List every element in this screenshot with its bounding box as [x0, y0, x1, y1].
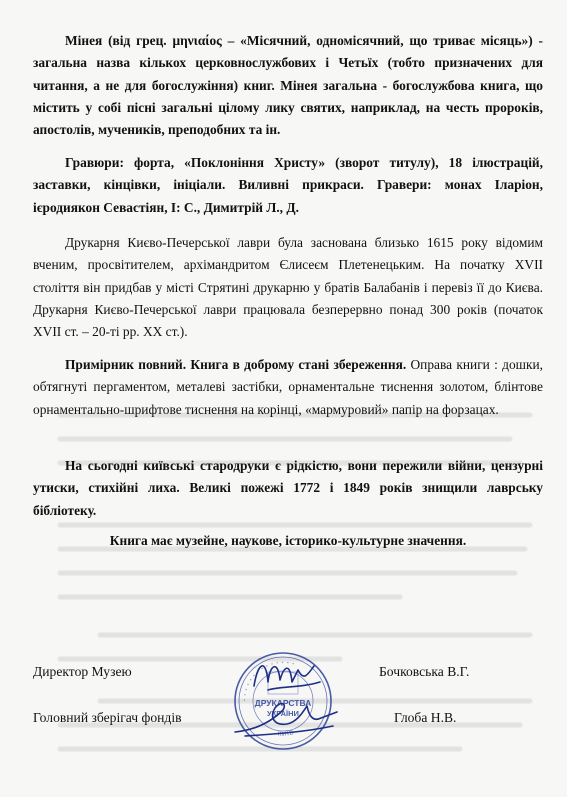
- rarity-statement: На сьогодні київські стародруки є рідкістю, вони пережили війни, цензурні утиски, стихійні лиха. Великі пожежі 1772 і 1849 років знищили лаврську бібліотеку.: [33, 458, 543, 518]
- minea-definition: Мінея (від грец. μηνιαίος – «Місячний, одномісячний, що триває місяць») - загальна назва кількох церковнослужбових і Четьїх (тобто призначених для читання, а не для богослужіння) книг. Мінея загальна - богослужбова книга, що містить у собі пісні загальні цілому лику святих, наприклад, на честь пророків, апостолів, мучеників, преподобних та ін.: [33, 33, 543, 138]
- director-name: Бочковська В.Г.: [379, 664, 470, 679]
- director-title: Директор Музею: [33, 664, 132, 679]
- engravings-description: Гравюри: форта, «Поклоніння Христу» (зворот титулу), 18 ілюстрацій, заставки, кінцівки, ініціали. Виливні прикраси. Гравери: монах Іларіон, ієродиякон Севастіян, І: С., Димитрій Л., Д.: [33, 155, 543, 215]
- svg-text:• • • • • • • • • • • • • •: • • • • • • • • • • • • • •: [241, 659, 296, 702]
- copy-condition-bold: Примірник повний. Книга в доброму стані збереження.: [65, 357, 407, 372]
- keeper-name: Глоба Н.В.: [394, 710, 457, 725]
- stamp-line-1: ДРУКАРСТВА: [254, 698, 312, 708]
- stamp-city: КИЇВ: [277, 729, 296, 738]
- binding-description: Оправа книги : дошки, обтягнуті пергаментом, металеві застібки, орнаментальне тиснення золотом, блінтове орнаментально-шрифтове тиснення на корінці, «мармуровий» папір на форзацах.: [33, 357, 544, 417]
- museum-stamp: [232, 650, 334, 752]
- printing-house-history: Друкарня Києво-Печерської лаври була заснована близько 1615 року відомим вченим, просвітителем, архімандритом Єлисеєм Плетенецьким. На початку XVII століття він придбав у місті Стрятині друкарню у братів Балабанів і перевіз її до Києва. Друкарня Києво-Печерської лаври працювала безперервно понад 300 років (початок XVII ст. – 20-ті рр. XX ст.).: [33, 235, 543, 340]
- significance-statement: Книга має музейне, наукове, історико-культурне значення.: [109, 533, 467, 548]
- keeper-title: Головний зберігач фондів: [33, 710, 182, 725]
- copy-condition: [33, 354, 543, 421]
- stamp-seal-icon: [232, 650, 334, 752]
- stamp-line-2: УКРАЇНИ: [267, 709, 299, 718]
